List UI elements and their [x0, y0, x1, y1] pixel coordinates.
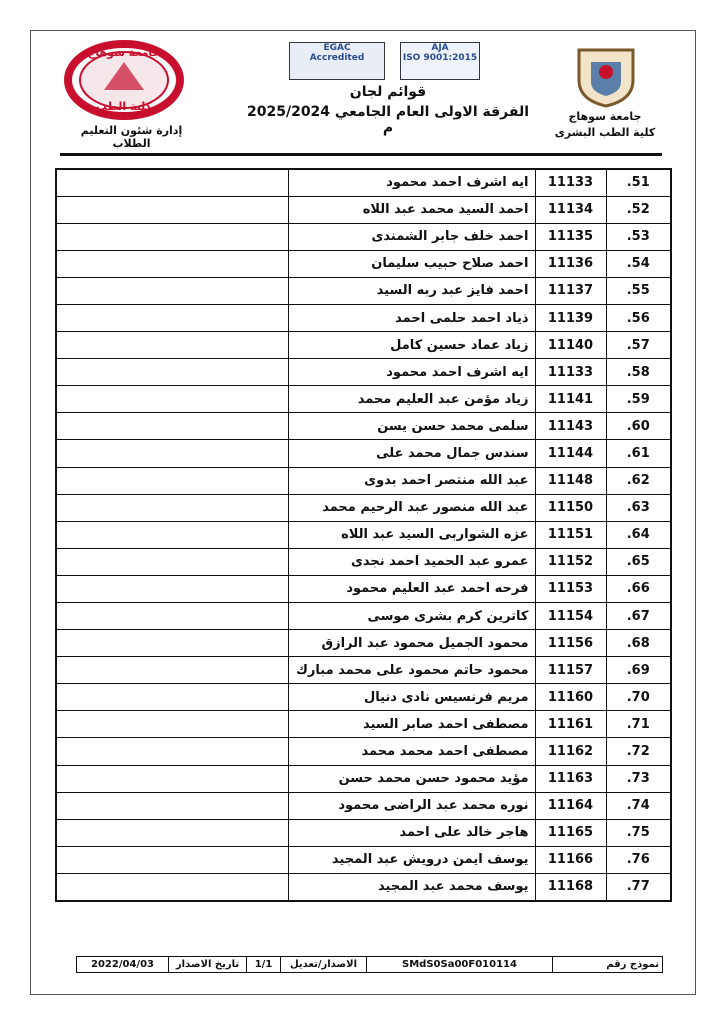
notes-cell: [56, 575, 288, 602]
row-number-cell: 63.: [606, 494, 671, 521]
notes-cell: [56, 657, 288, 684]
table-row: [56, 196, 671, 223]
student-code-cell: 11144: [535, 440, 606, 467]
egac-certificate-badge: [289, 42, 385, 80]
form-footer: [76, 956, 663, 973]
notes-cell: [56, 413, 288, 440]
notes-cell: [56, 250, 288, 277]
row-number-cell: 56.: [606, 304, 671, 331]
notes-cell: [56, 792, 288, 819]
table-row: [56, 332, 671, 359]
student-code-cell: 11166: [535, 846, 606, 873]
notes-cell: [56, 332, 288, 359]
issue-date-label: تاريخ الاصدار: [169, 957, 247, 973]
notes-cell: [56, 359, 288, 386]
table-row: [56, 467, 671, 494]
table-row: [56, 548, 671, 575]
row-number-cell: 52.: [606, 196, 671, 223]
row-number-cell: 76.: [606, 846, 671, 873]
student-code-cell: 11143: [535, 413, 606, 440]
student-name-cell: عبد الله منتصر احمد بدوى: [288, 467, 535, 494]
notes-cell: [56, 846, 288, 873]
aja-label: AJA: [431, 43, 449, 53]
table-row: [56, 765, 671, 792]
notes-cell: [56, 630, 288, 657]
table-row: [56, 630, 671, 657]
table-row: [56, 873, 671, 900]
table-row: [56, 250, 671, 277]
student-name-cell: ايه اشرف احمد محمود: [288, 169, 535, 196]
student-name-cell: يوسف محمد عبد المجيد: [288, 873, 535, 900]
student-name-cell: مريم فرنسيس نادى دنيال: [288, 684, 535, 711]
row-number-cell: 75.: [606, 819, 671, 846]
revision-value: 1/1: [247, 957, 281, 973]
row-number-cell: 57.: [606, 332, 671, 359]
student-code-cell: 11133: [535, 169, 606, 196]
table-row: [56, 684, 671, 711]
row-number-cell: 53.: [606, 223, 671, 250]
revision-label: الاصدار/تعديل: [281, 957, 367, 973]
table-row: [56, 304, 671, 331]
student-code-cell: 11163: [535, 765, 606, 792]
page-subtitle: الفرقة الاولى العام الجامعي 2025/2024 م: [247, 104, 529, 136]
table-row: [56, 277, 671, 304]
student-code-cell: 11153: [535, 575, 606, 602]
student-code-cell: 11152: [535, 548, 606, 575]
form-code-label: نموذج رقم: [553, 957, 663, 973]
student-code-cell: 11151: [535, 521, 606, 548]
row-number-cell: 60.: [606, 413, 671, 440]
student-code-cell: 11135: [535, 223, 606, 250]
header-divider: [60, 153, 662, 156]
table-row: [56, 440, 671, 467]
student-code-cell: 11154: [535, 603, 606, 630]
table-row: [56, 846, 671, 873]
notes-cell: [56, 169, 288, 196]
table-row: [56, 413, 671, 440]
student-code-cell: 11164: [535, 792, 606, 819]
notes-cell: [56, 711, 288, 738]
student-name-cell: ايه اشرف احمد محمود: [288, 359, 535, 386]
notes-cell: [56, 386, 288, 413]
student-name-cell: احمد خلف جابر الشمندى: [288, 223, 535, 250]
row-number-cell: 61.: [606, 440, 671, 467]
student-name-cell: سندس جمال محمد على: [288, 440, 535, 467]
row-number-cell: 59.: [606, 386, 671, 413]
notes-cell: [56, 440, 288, 467]
row-number-cell: 65.: [606, 548, 671, 575]
notes-cell: [56, 873, 288, 900]
student-code-cell: 11133: [535, 359, 606, 386]
row-number-cell: 58.: [606, 359, 671, 386]
student-code-cell: 11134: [535, 196, 606, 223]
university-logo: [571, 44, 641, 108]
student-code-cell: 11137: [535, 277, 606, 304]
row-number-cell: 70.: [606, 684, 671, 711]
table-row: [56, 575, 671, 602]
student-name-cell: نوره محمد عبد الراضى محمود: [288, 792, 535, 819]
university-name: جامعة سوهاج: [568, 110, 642, 123]
student-code-cell: 11168: [535, 873, 606, 900]
student-code-cell: 11165: [535, 819, 606, 846]
student-name-cell: عزه الشواربى السيد عبد اللاه: [288, 521, 535, 548]
student-code-cell: 11162: [535, 738, 606, 765]
table-row: [56, 223, 671, 250]
notes-cell: [56, 765, 288, 792]
student-name-cell: مصطفى احمد صابر السيد: [288, 711, 535, 738]
notes-cell: [56, 196, 288, 223]
student-name-cell: سلمى محمد حسن يسن: [288, 413, 535, 440]
student-name-cell: زياد مؤمن عبد العليم محمد: [288, 386, 535, 413]
student-name-cell: يوسف ايمن درويش عبد المجيد: [288, 846, 535, 873]
student-code-cell: 11156: [535, 630, 606, 657]
notes-cell: [56, 738, 288, 765]
student-code-cell: 11141: [535, 386, 606, 413]
aja-sublabel: ISO 9001:2015: [402, 53, 478, 63]
student-name-cell: احمد صلاح حبيب سليمان: [288, 250, 535, 277]
notes-cell: [56, 684, 288, 711]
student-name-cell: محمود حاتم محمود على محمد مبارك: [288, 657, 535, 684]
notes-cell: [56, 603, 288, 630]
student-name-cell: ذياد احمد حلمى احمد: [288, 304, 535, 331]
table-row: [56, 494, 671, 521]
notes-cell: [56, 819, 288, 846]
student-name-cell: عمرو عبد الحميد احمد نجدى: [288, 548, 535, 575]
student-name-cell: عبد الله منصور عبد الرحيم محمد: [288, 494, 535, 521]
notes-cell: [56, 521, 288, 548]
faculty-name: كلية الطب البشرى: [554, 126, 656, 139]
table-row: [56, 169, 671, 196]
table-row: [56, 738, 671, 765]
row-number-cell: 62.: [606, 467, 671, 494]
row-number-cell: 69.: [606, 657, 671, 684]
notes-cell: [56, 304, 288, 331]
row-number-cell: 66.: [606, 575, 671, 602]
egac-label: EGAC: [323, 43, 351, 53]
notes-cell: [56, 223, 288, 250]
notes-cell: [56, 467, 288, 494]
row-number-cell: 74.: [606, 792, 671, 819]
row-number-cell: 68.: [606, 630, 671, 657]
row-number-cell: 55.: [606, 277, 671, 304]
logo-text-top: جامعة سوهاج: [87, 46, 161, 59]
form-code-value: SMdS0Sa00F010114: [367, 957, 553, 973]
page-title: قوائم لجان: [349, 84, 427, 100]
student-code-cell: 11161: [535, 711, 606, 738]
student-affairs-label: إدارة شئون التعليم الطلاب: [80, 124, 183, 150]
student-name-cell: احمد فايز عبد ربه السيد: [288, 277, 535, 304]
student-code-cell: 11140: [535, 332, 606, 359]
egac-sublabel: Accredited: [309, 53, 365, 63]
row-number-cell: 64.: [606, 521, 671, 548]
table-row: [56, 359, 671, 386]
logo-text-bottom: كلية الطب: [95, 100, 153, 113]
student-code-cell: 11160: [535, 684, 606, 711]
student-code-cell: 11157: [535, 657, 606, 684]
notes-cell: [56, 494, 288, 521]
issue-date-value: 2022/04/03: [77, 957, 169, 973]
table-row: [56, 386, 671, 413]
student-code-cell: 11136: [535, 250, 606, 277]
student-name-cell: فرحه احمد عبد العليم محمود: [288, 575, 535, 602]
student-name-cell: محمود الجميل محمود عبد الرازق: [288, 630, 535, 657]
student-code-cell: 11150: [535, 494, 606, 521]
faculty-logo: [60, 38, 188, 122]
row-number-cell: 77.: [606, 873, 671, 900]
student-code-cell: 11148: [535, 467, 606, 494]
table-row: [56, 521, 671, 548]
row-number-cell: 72.: [606, 738, 671, 765]
table-row: [56, 657, 671, 684]
student-name-cell: مؤيد محمود حسن محمد حسن: [288, 765, 535, 792]
notes-cell: [56, 277, 288, 304]
row-number-cell: 51.: [606, 169, 671, 196]
table-row: [56, 711, 671, 738]
iso-certificate-badge: [400, 42, 480, 80]
student-name-cell: كاترين كرم بشرى موسى: [288, 603, 535, 630]
student-list-table: [55, 168, 672, 902]
notes-cell: [56, 548, 288, 575]
row-number-cell: 67.: [606, 603, 671, 630]
student-name-cell: مصطفى احمد محمد محمد: [288, 738, 535, 765]
row-number-cell: 54.: [606, 250, 671, 277]
table-row: [56, 819, 671, 846]
student-name-cell: هاجر خالد على احمد: [288, 819, 535, 846]
student-name-cell: احمد السيد محمد عبد اللاه: [288, 196, 535, 223]
table-row: [56, 792, 671, 819]
row-number-cell: 73.: [606, 765, 671, 792]
row-number-cell: 71.: [606, 711, 671, 738]
student-name-cell: زياد عماد حسين كامل: [288, 332, 535, 359]
student-code-cell: 11139: [535, 304, 606, 331]
table-row: [56, 603, 671, 630]
